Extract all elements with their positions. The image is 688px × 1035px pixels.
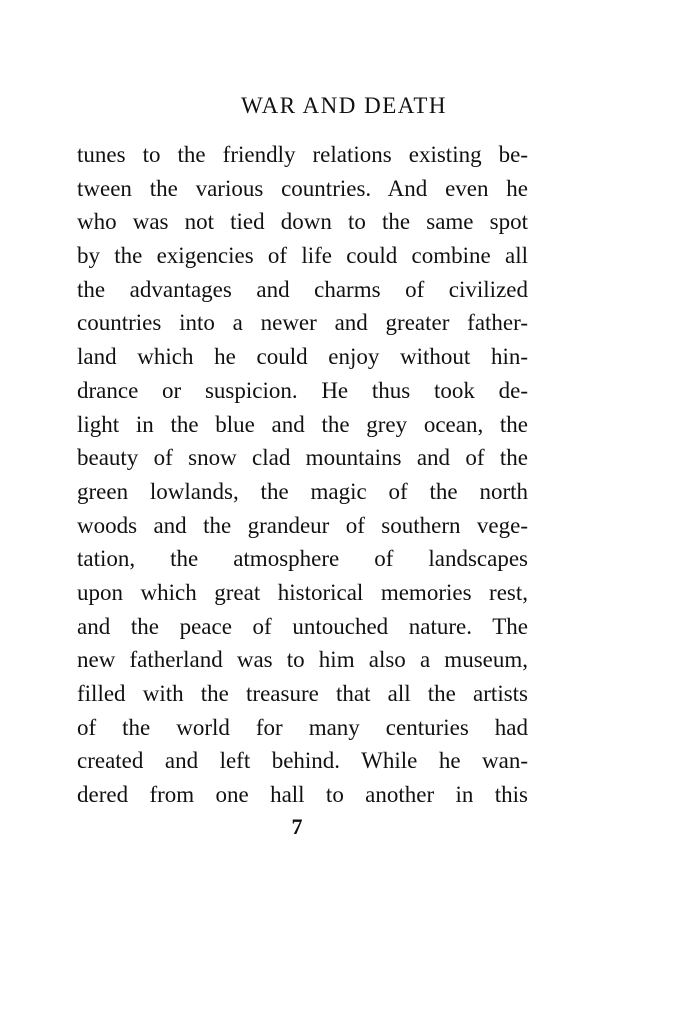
- text-line: woods and the grandeur of southern vege-: [77, 512, 528, 538]
- text-line: light in the blue and the grey ocean, the: [77, 411, 528, 437]
- text-line: land which he could enjoy without hin-: [77, 344, 528, 370]
- text-line: who was not tied down to the same spot: [77, 209, 528, 235]
- text-line: dered from one hall to another in this: [77, 782, 528, 808]
- text-line: beauty of snow clad mountains and of the: [77, 445, 528, 471]
- text-line: tween the various countries. And even he: [77, 175, 528, 201]
- text-line: drance or suspicion. He thus took de-: [77, 377, 528, 403]
- text-line: green lowlands, the magic of the north: [77, 478, 528, 504]
- text-line: the advantages and charms of civilized: [77, 276, 528, 302]
- text-line: countries into a newer and greater father-: [77, 310, 528, 336]
- page-number: 7: [291, 814, 303, 839]
- text-line: created and left behind. While he wan-: [77, 748, 528, 774]
- text-line: and the peace of untouched nature. The: [77, 613, 528, 639]
- text-line: tation, the atmosphere of landscapes: [77, 546, 528, 572]
- running-head: WAR AND DEATH: [240, 93, 448, 118]
- text-line: new fatherland was to him also a museum,: [77, 647, 528, 673]
- text-line: tunes to the friendly relations existing be-: [77, 142, 528, 167]
- text-line: by the exigencies of life could combine all: [77, 243, 528, 269]
- text-line: filled with the treasure that all the artists: [77, 681, 528, 706]
- text-line: of the world for many centuries had: [77, 714, 528, 740]
- text-line: upon which great historical memories rest,: [77, 579, 528, 605]
- body-text: [77, 138, 528, 812]
